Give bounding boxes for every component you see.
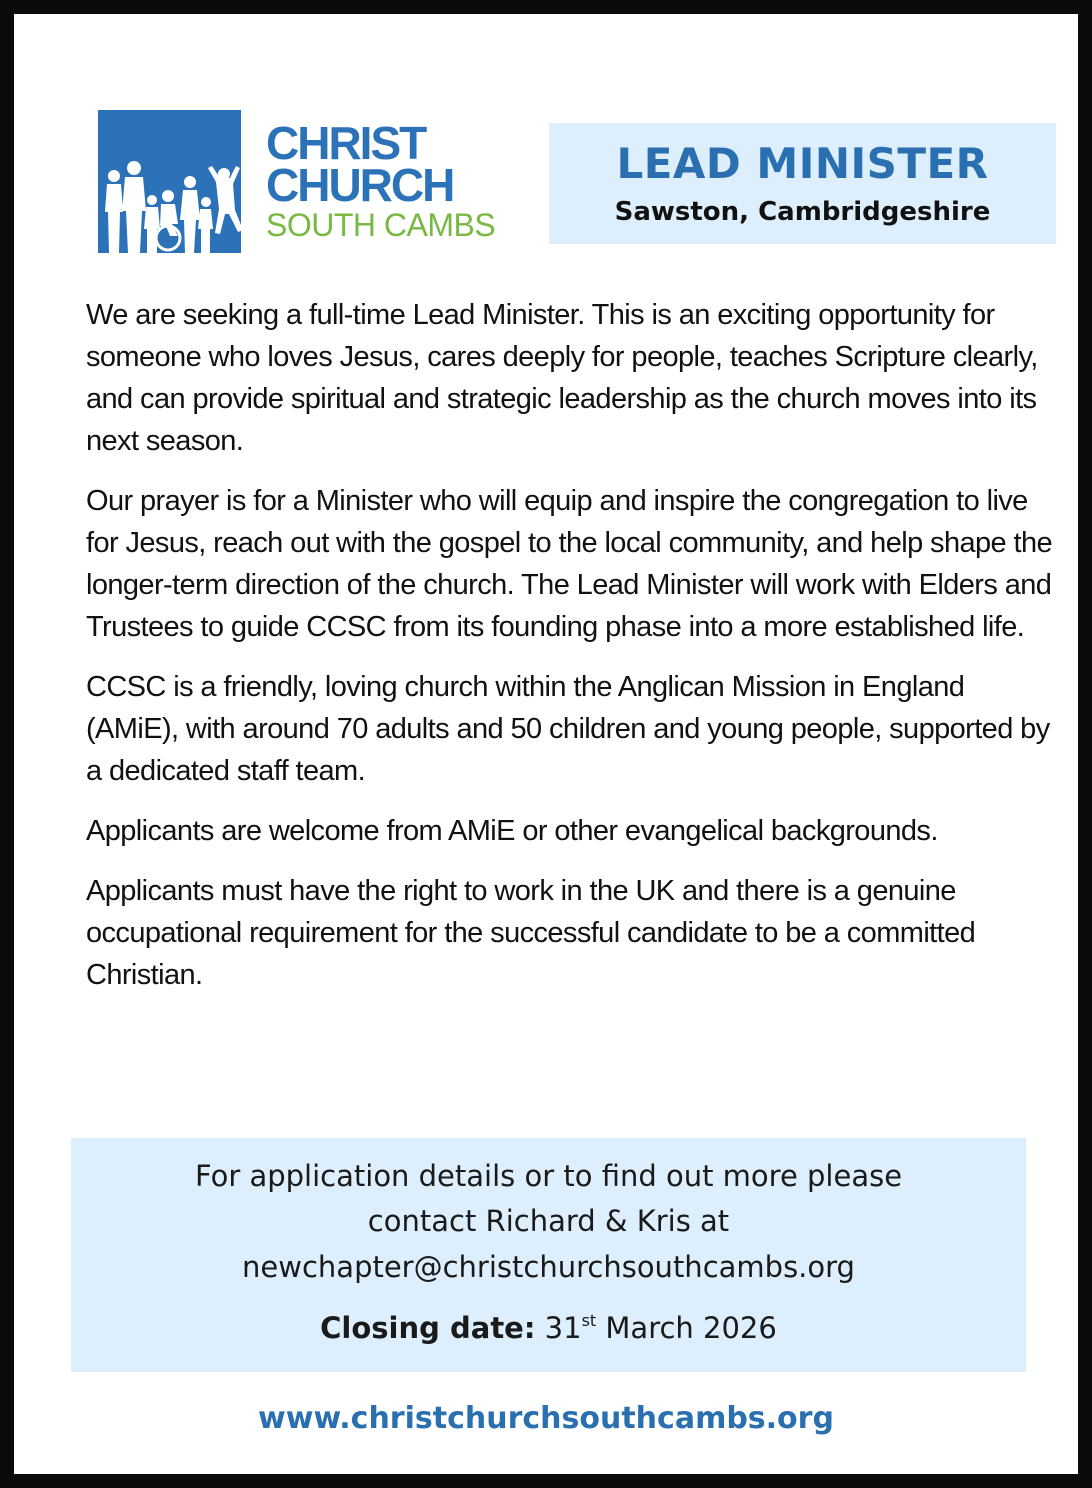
paragraph-intro: We are seeking a full-time Lead Minister. This is an exciting opportunity for someone who loves Jesus, cares deeply for people, teaches Scripture clearly, and can provide spiritual and strategic leadership as the church moves into its next season.	[86, 299, 1038, 457]
job-title: LEAD MINISTER	[616, 139, 989, 188]
logo-text-christ: CHRIST	[266, 117, 426, 169]
contact-box	[71, 1138, 1026, 1372]
closing-date-day-suffix: st	[581, 1311, 597, 1330]
church-logo	[98, 110, 518, 254]
people-silhouettes-icon	[98, 110, 241, 253]
job-location: Sawston, Cambridgeshire	[614, 197, 991, 227]
logo-text-church: CHURCH	[266, 159, 454, 211]
logo-text-south-cambs: SOUTH CAMBS	[266, 207, 496, 243]
closing-date-month-year: March 2026	[605, 1311, 777, 1345]
closing-date-day: 31	[544, 1311, 582, 1345]
contact-email-link[interactable]: newchapter@christchurchsouthcambs.org	[242, 1250, 855, 1284]
paragraph-requirements: Applicants must have the right to work in the UK and there is a genuine occupational requirement for the successful candidate to be a committed Christian.	[86, 875, 976, 991]
paragraph-applicants-welcome: Applicants are welcome from AMiE or other evangelical backgrounds.	[86, 815, 938, 847]
paragraph-about-ccsc: CCSC is a friendly, loving church within the Anglican Mission in England (AMiE), with around 70 adults and 50 children and young people, supported by a dedicated staff team.	[86, 671, 1050, 787]
closing-date	[71, 1308, 1026, 1348]
closing-date-label: Closing date:	[320, 1311, 536, 1345]
contact-line-2: contact Richard & Kris at	[367, 1204, 730, 1238]
job-title-box	[549, 123, 1056, 244]
website-link[interactable]: www.christchurchsouthcambs.org	[258, 1401, 834, 1436]
contact-line-1: For application details or to find out more please	[194, 1159, 903, 1193]
job-description	[86, 294, 1056, 1014]
paragraph-prayer: Our prayer is for a Minister who will equip and inspire the congregation to live for Jesus, reach out with the gospel to the local community, and help shape the longer-term direction of the church. The Lead Minister will work with Elders and Trustees to guide CCSC from its founding phase into a more established life.	[86, 485, 1053, 643]
